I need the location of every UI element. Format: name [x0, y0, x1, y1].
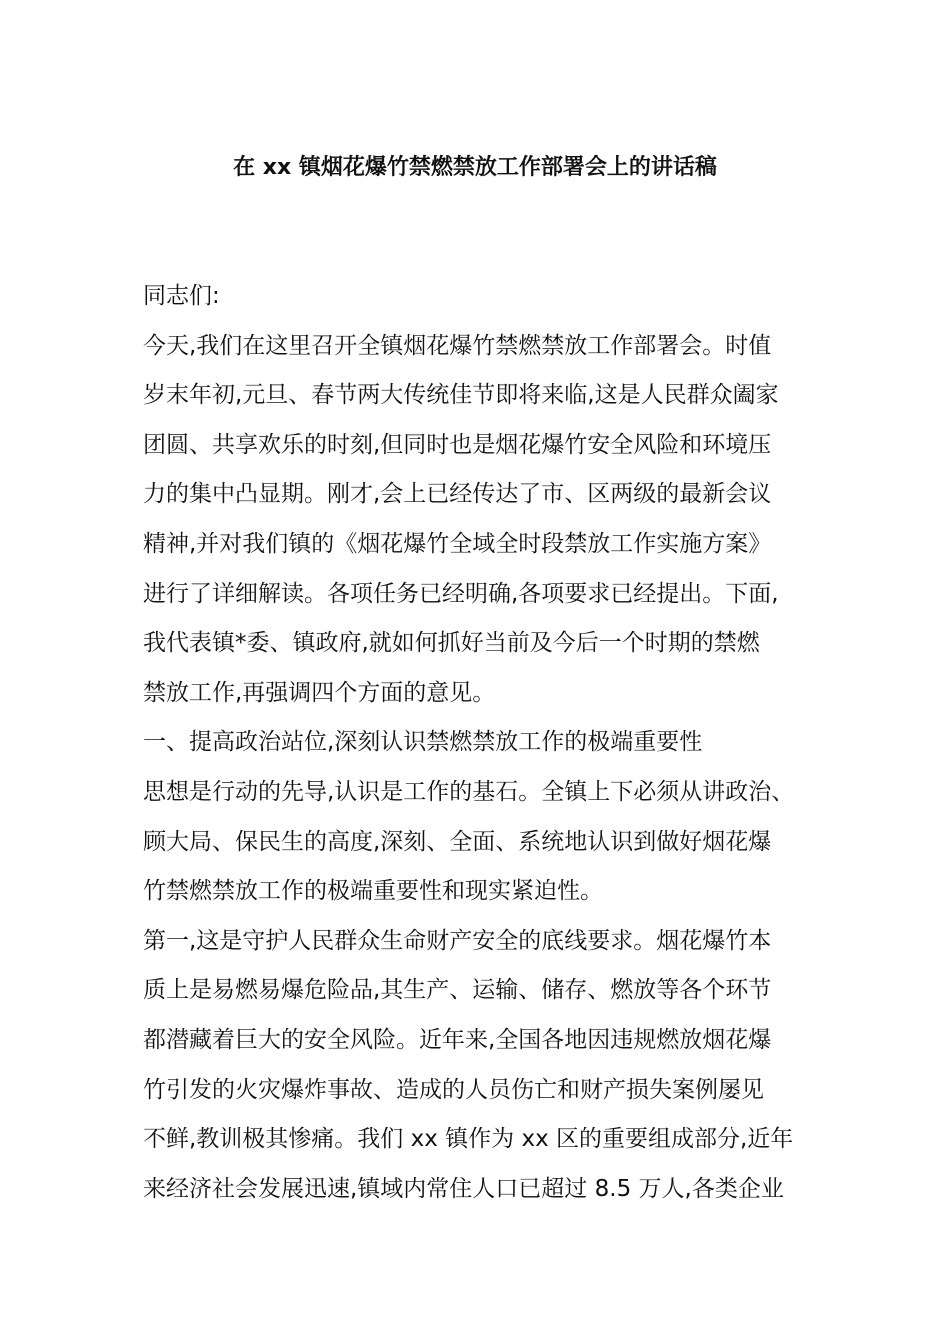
paragraph-line: 精神,并对我们镇的《烟花爆竹全域全时段禁放工作实施方案》: [143, 530, 772, 557]
paragraph-line: 岁末年初,元旦、春节两大传统佳节即将来临,这是人民群众阖家: [143, 382, 779, 409]
paragraph-line: 今天,我们在这里召开全镇烟花爆竹禁燃禁放工作部署会。时值: [143, 332, 772, 359]
paragraph-line: 都潜藏着巨大的安全风险。近年来,全国各地因违规燃放烟花爆: [143, 1026, 772, 1053]
paragraph-line: 质上是易燃易爆危险品,其生产、运输、储存、燃放等各个环节: [143, 977, 772, 1004]
section-heading: 一、提高政治站位,深刻认识禁燃禁放工作的极端重要性: [143, 729, 703, 756]
paragraph-line: 顾大局、保民生的高度,深刻、全面、系统地认识到做好烟花爆: [143, 828, 772, 855]
paragraph-line: 进行了详细解读。各项任务已经明确,各项要求已经提出。下面,: [143, 580, 779, 607]
paragraph-line: 力的集中凸显期。刚才,会上已经传达了市、区两级的最新会议: [143, 481, 772, 508]
paragraph-line: 团圆、共享欢乐的时刻,但同时也是烟花爆竹安全风险和环境压: [143, 431, 772, 458]
paragraph-line: 第一,这是守护人民群众生命财产安全的底线要求。烟花爆竹本: [143, 927, 772, 954]
paragraph-line: 思想是行动的先导,认识是工作的基石。全镇上下必须从讲政治、: [143, 778, 795, 805]
paragraph-line: 竹禁燃禁放工作的极端重要性和现实紧迫性。: [143, 878, 603, 905]
paragraph-line: 竹引发的火灾爆炸事故、造成的人员伤亡和财产损失案例屡见: [143, 1076, 764, 1103]
document-title: 在 xx 镇烟花爆竹禁燃禁放工作部署会上的讲话稿: [233, 155, 717, 180]
paragraph-line: 来经济社会发展迅速,镇域内常住人口已超过 8.5 万人,各类企业: [143, 1175, 784, 1202]
salutation: 同志们:: [143, 283, 220, 309]
document-body: [143, 272, 823, 1214]
paragraph-line: 禁放工作,再强调四个方面的意见。: [143, 679, 496, 706]
paragraph-line: 我代表镇*委、镇政府,就如何抓好当前及今后一个时期的禁燃: [143, 630, 760, 657]
paragraph-line: 不鲜,教训极其惨痛。我们 xx 镇作为 xx 区的重要组成部分,近年: [143, 1126, 794, 1153]
